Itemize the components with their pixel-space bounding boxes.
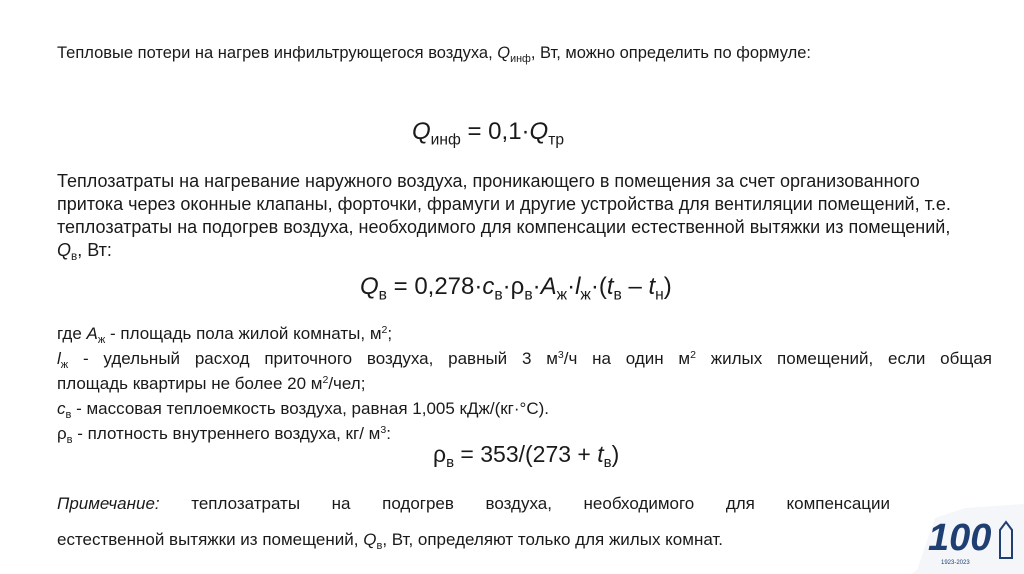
intro-text: Тепловые потери на нагрев инфильтрующегося воздуха, $Q_{инф}$, Вт, можно определить по формуле:	[57, 44, 811, 65]
definition-l: $l_ж$ - удельный расход приточного воздуха, равный 3 $м^3/ч$ на один $м^2$ жилых помещений, если общая	[57, 349, 992, 371]
formula-q-inf: $Q_{инф} = 0,1\cdot Q_{тр}$	[412, 118, 565, 149]
formula-q-v: $Q_в = 0,278\cdot c_в\cdot\rho_в\cdot A_ж\cdot l_ж\cdot(t_в - t_н)$	[360, 273, 672, 304]
definition-c: $c_в$ - массовая теплоемкость воздуха, равная 1,005 кДж/(кг·°С).	[57, 399, 550, 421]
logo-years: 1923-2023	[941, 560, 970, 566]
definitions-list	[57, 321, 992, 446]
note-line-2: естественной вытяжки из помещений, $Q_в$, Вт, определяют только для жилых комнат.	[57, 530, 724, 552]
formula-rho: $\rho_в = 353/(273 + t_в)$	[433, 441, 620, 472]
anniversary-logo-icon	[905, 500, 1024, 574]
note-line-1: Примечание: теплозатраты на подогрев воздуха, необходимого для компенсации	[57, 494, 890, 513]
logo-number: 100	[928, 517, 992, 559]
paragraph-heat-costs: Теплозатраты на нагревание наружного воздуха, проникающего в помещения за счет организованного притока через оконные клапаны, форточки, фрамуги и другие устройства для вентиляции помещений, т.е. теплозатраты на подогрев воздуха, необходимого для компенсации естественной вытяжки из помещений, $Q_в$, Вт:	[57, 171, 951, 264]
definition-a: где $A_ж$ - площадь пола жилой комнаты, $м^2$;	[57, 324, 393, 346]
definition-l-cont: площадь квартиры не более 20 $м^2$/чел;	[57, 374, 366, 393]
definition-rho: $\rho_в$ - плотность внутреннего воздуха, кг/ $м^3$:	[57, 424, 391, 446]
